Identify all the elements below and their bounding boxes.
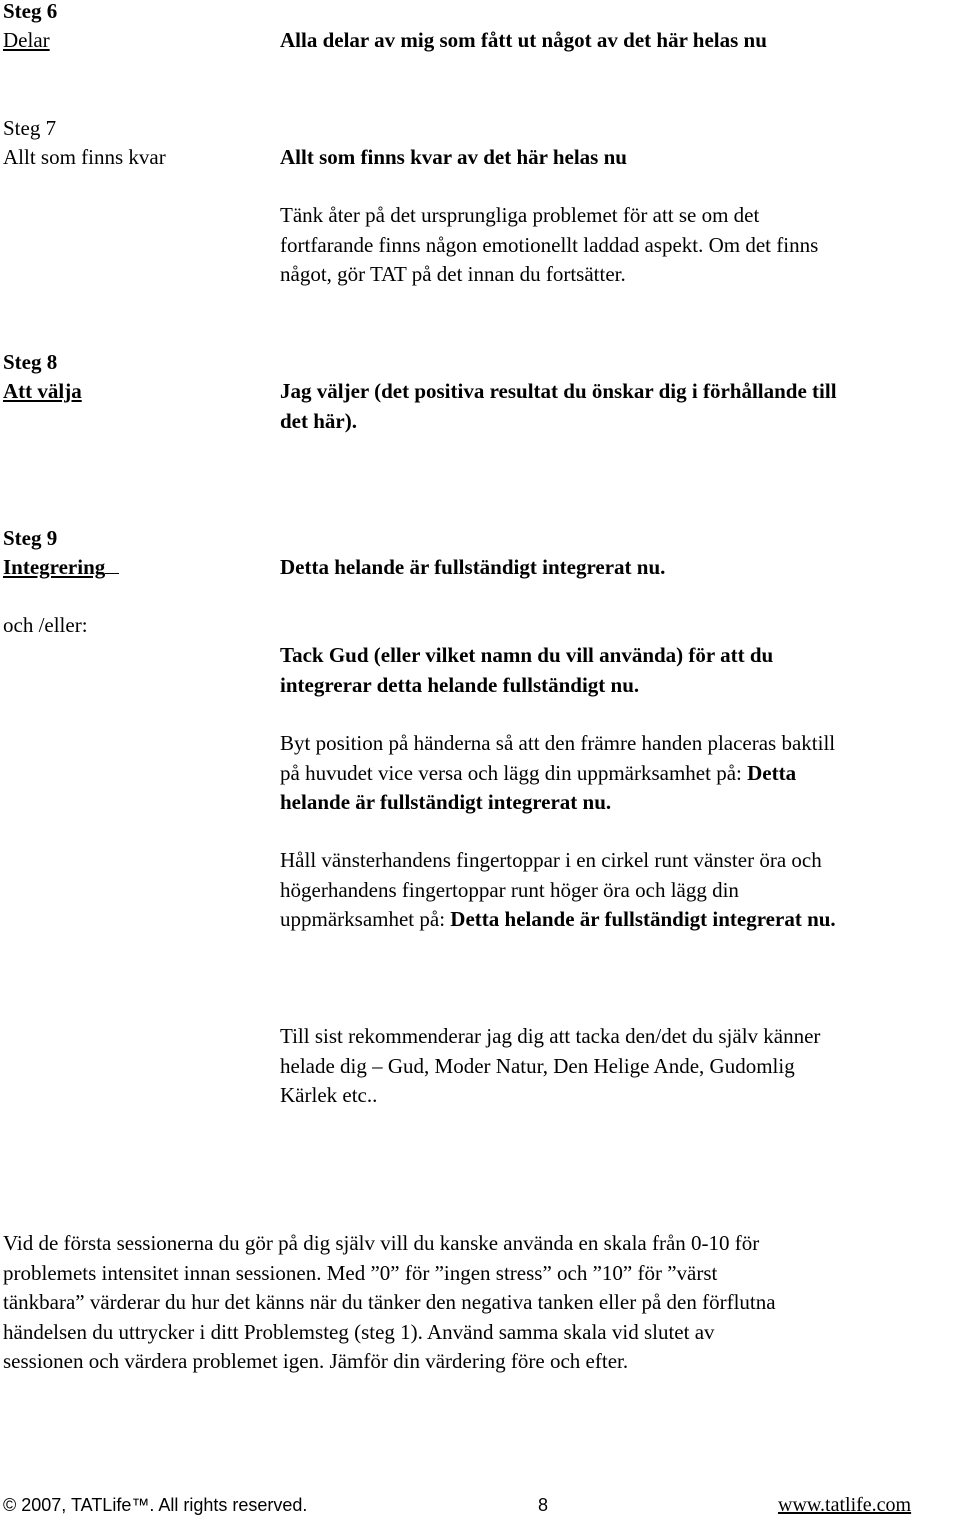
step-9-thanks-line: integrerar detta helande fullständigt nu. (280, 672, 640, 697)
step-6-title: Delar (3, 28, 50, 52)
closing-paragraph (280, 1022, 960, 1111)
step-8-number: Steg 8 (3, 350, 58, 374)
hold-line (280, 905, 960, 935)
scale-line: tänkbara” värderar du hur det känns när du tänker den negativa tanken eller på den förflutna (3, 1290, 776, 1314)
hold-line: högerhandens fingertoppar runt höger öra och lägg din (280, 877, 739, 902)
hold-line-bold: Detta helande är fullständigt integrerat nu. (450, 907, 836, 931)
scale-line: problemets intensitet innan sessionen. Med ”0” för ”ingen stress” och ”10” för ”värst (3, 1260, 718, 1285)
hold-line: Håll vänsterhandens fingertoppar i en cirkel runt vänster öra och (280, 848, 822, 872)
step-9-hold-instruction (280, 846, 960, 935)
step-9-thanks (280, 641, 960, 700)
step-9-thanks-line: Tack Gud (eller vilket namn du vill använda) för att du (280, 643, 774, 667)
scale-line: sessionen och värdera problemet igen. Jämför din värdering före och efter. (3, 1349, 629, 1373)
step-8-statement-line: det här). (280, 408, 357, 433)
title-underline-extension (105, 553, 119, 574)
footer-page-number: 8 (538, 1495, 549, 1515)
closing-line: Kärlek etc.. (280, 1083, 378, 1107)
step-9-title-wrap (3, 553, 119, 582)
switch-line: Byt position på händerna så att den främre handen placeras baktill (280, 731, 836, 755)
switch-line-bold: Detta (747, 760, 797, 785)
step-6-number: Steg 6 (3, 0, 58, 23)
step-7-note-line: fortfarande finns någon emotionellt laddad aspekt. Om det finns (280, 232, 819, 257)
step-7-note-line: Tänk åter på det ursprungliga problemet för att se om det (280, 203, 760, 227)
hold-line-text: uppmärksamhet på: (280, 907, 451, 931)
step-7-number: Steg 7 (3, 116, 57, 140)
step-9-switch-instruction (280, 729, 960, 818)
step-7-note (280, 201, 960, 290)
step-6-statement: Alla delar av mig som fått ut något av det här helas nu (280, 28, 767, 52)
step-7-title: Allt som finns kvar (3, 145, 166, 169)
step-9-statement: Detta helande är fullständigt integrerat nu. (280, 555, 666, 579)
step-8-statement-line: Jag väljer (det positiva resultat du önskar dig i förhållande till (280, 379, 837, 403)
scale-line: händelsen du uttrycker i ditt Problemsteg (steg 1). Använd samma skala vid slutet av (3, 1319, 715, 1344)
step-7-note-line: något, gör TAT på det innan du fortsätter. (280, 262, 626, 286)
step-7-statement: Allt som finns kvar av det här helas nu (280, 145, 627, 169)
step-9-number: Steg 9 (3, 526, 58, 550)
footer-website-link[interactable]: www.tatlife.com (778, 1494, 912, 1516)
step-8-title: Att välja (3, 379, 82, 403)
footer-copyright: © 2007, TATLife™. All rights reserved. (3, 1495, 308, 1515)
step-9-connector: och /eller: (3, 613, 88, 637)
scale-line: Vid de första sessionerna du gör på dig själv vill du kanske använda en skala från 0-10 för (3, 1231, 760, 1255)
scale-paragraph (3, 1229, 958, 1377)
step-9-title: Integrering (3, 555, 106, 579)
switch-line-text: på huvudet vice versa och lägg din uppmärksamhet på: (280, 760, 748, 785)
closing-line: Till sist rekommenderar jag dig att tacka den/det du själv känner (280, 1024, 821, 1048)
switch-line (280, 759, 960, 789)
switch-line: helande är fullständigt integrerat nu. (280, 790, 612, 814)
closing-line: helade dig – Gud, Moder Natur, Den Helige Ande, Gudomlig (280, 1053, 795, 1078)
step-8-statement (280, 377, 960, 436)
